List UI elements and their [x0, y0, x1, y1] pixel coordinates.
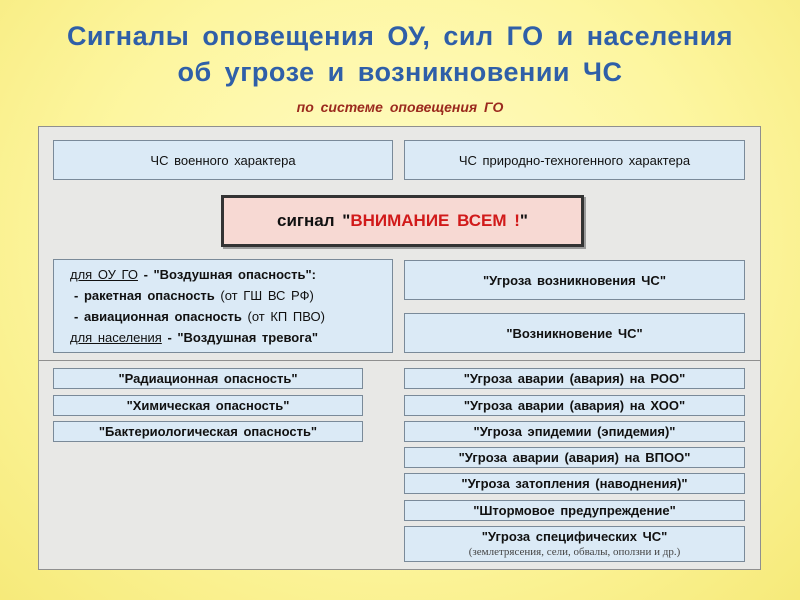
signal-highlight: ВНИМАНИЕ ВСЕМ ! [350, 211, 520, 230]
military-emergency-box: ЧС военного характера [53, 140, 393, 180]
ou-line-2 [70, 285, 384, 306]
flood-box: "Угроза затопления (наводнения)" [404, 473, 745, 494]
bacteriological-danger-box: "Бактериологическая опасность" [53, 421, 363, 442]
ou-line-3 [70, 306, 384, 327]
slide-subtitle: по системе оповещения ГО [296, 99, 504, 115]
threat-of-emergency-box: "Угроза возникновения ЧС" [404, 260, 745, 300]
storm-warning-box: "Штормовое предупреждение" [404, 500, 745, 521]
air-danger-box [53, 259, 393, 353]
title-line-1: Сигналы оповещения ОУ, сил ГО и населения [66, 21, 734, 51]
ou-line-4 [70, 327, 384, 348]
title-line-2: об угрозе и возникновении ЧС [177, 57, 623, 87]
missile-danger-source: (от ГШ ВС РФ) [214, 288, 314, 303]
signal-prefix: сигнал " [277, 211, 351, 230]
ou-line-1-rest: - "Воздушная опасность": [137, 267, 316, 282]
natural-technogenic-emergency-box: ЧС природно-техногенного характера [404, 140, 745, 180]
specific-emergency-title: "Угроза специфических ЧС" [481, 529, 668, 544]
vpoo-accident-box: "Угроза аварии (авария) на ВПОО" [404, 447, 745, 468]
slide-title [0, 18, 800, 90]
missile-danger: - ракетная опасность [74, 288, 215, 303]
emergency-occurrence-box: "Возникновение ЧС" [404, 313, 745, 353]
specific-emergency-box [404, 526, 745, 562]
population-label: для населения [70, 330, 162, 345]
chemical-danger-box: "Химическая опасность" [53, 395, 363, 416]
radiation-danger-box: "Радиационная опасность" [53, 368, 363, 389]
epidemic-box: "Угроза эпидемии (эпидемия)" [404, 421, 745, 442]
air-alarm: - "Воздушная тревога" [161, 330, 319, 345]
section-divider [38, 360, 761, 361]
ou-label: для ОУ ГО [70, 267, 138, 282]
signal-suffix: " [519, 211, 528, 230]
ou-line-1 [70, 264, 384, 285]
aviation-danger: - авиационная опасность [74, 309, 242, 324]
roo-accident-box: "Угроза аварии (авария) на РОО" [404, 368, 745, 389]
aviation-danger-source: (от КП ПВО) [241, 309, 325, 324]
hoo-accident-box: "Угроза аварии (авария) на ХОО" [404, 395, 745, 416]
attention-all-signal-box [221, 195, 584, 247]
specific-emergency-examples: (землетрясения, сели, обвалы, оползни и др.) [468, 546, 681, 558]
